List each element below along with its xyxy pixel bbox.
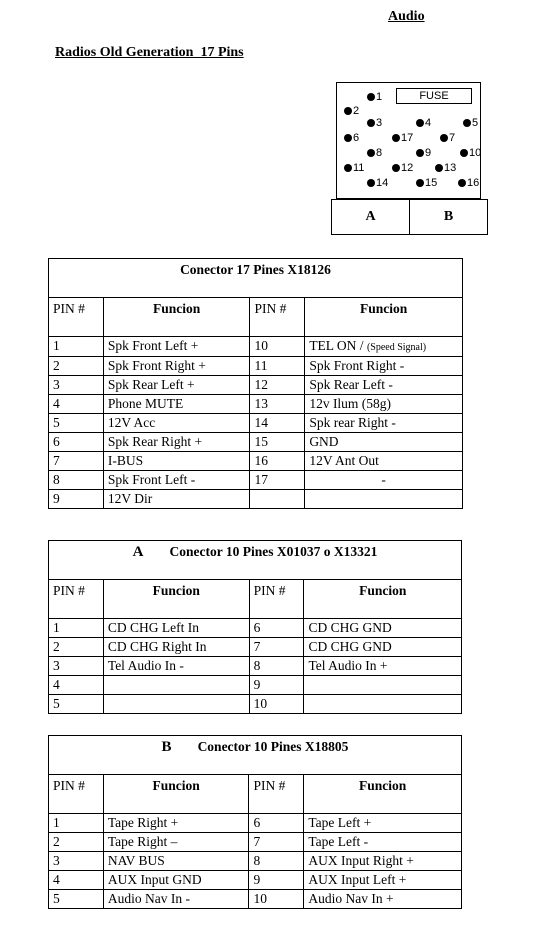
table-row <box>49 490 463 509</box>
function-cell <box>304 890 462 909</box>
connector-pin <box>367 117 382 129</box>
pin-number: 1 <box>376 91 383 103</box>
table-letter: B <box>161 739 172 755</box>
cell-text: NAV BUS <box>107 853 165 868</box>
function-cell <box>103 657 249 676</box>
pin-cell <box>249 657 304 676</box>
cell-text: GND <box>309 434 339 449</box>
cell-text: 4 <box>53 872 60 887</box>
connector-pin <box>435 162 456 174</box>
connector-17-table <box>48 258 463 509</box>
function-cell <box>103 337 250 357</box>
pin-dot-icon <box>463 119 471 127</box>
table-row <box>49 337 463 357</box>
pin-number: 14 <box>376 177 389 189</box>
pin-dot-icon <box>367 149 375 157</box>
pin-number: 7 <box>449 132 456 144</box>
function-cell <box>305 395 463 414</box>
cell-text: Audio Nav In + <box>308 891 394 906</box>
cell-text: 13 <box>254 396 268 411</box>
pin-cell <box>249 814 304 833</box>
connector-b-table <box>48 735 462 909</box>
cell-text: 1 <box>53 338 60 353</box>
cell-text: 11 <box>254 358 268 373</box>
cell-text: 7 <box>53 453 60 468</box>
connector-pin <box>367 147 382 159</box>
pin-dot-icon <box>367 119 375 127</box>
connector-pin <box>460 147 481 159</box>
col-header-pin: PIN # <box>249 775 304 814</box>
function-cell <box>103 433 250 452</box>
col-header-func: Funcion <box>304 580 462 619</box>
pin-dot-icon <box>367 93 375 101</box>
cell-text: 3 <box>53 377 60 392</box>
cell-text: 8 <box>253 853 261 868</box>
table-title-text: Conector 10 Pines X01037 o X13321 <box>169 544 378 559</box>
function-cell <box>304 833 462 852</box>
cell-text: 10 <box>253 696 268 711</box>
pin-number: 4 <box>425 117 432 129</box>
pin-cell <box>249 833 304 852</box>
pin-cell <box>249 695 304 714</box>
cell-text: 1 <box>53 815 60 830</box>
cell-text: CD CHG GND <box>308 620 392 635</box>
connector-a-table <box>48 540 462 714</box>
cell-text: Spk Front Right - <box>309 358 405 373</box>
pin-number: 11 <box>353 162 365 174</box>
pin-dot-icon <box>460 149 468 157</box>
cell-text: 16 <box>254 453 268 468</box>
cell-text: 3 <box>53 853 60 868</box>
pin-cell <box>49 395 104 414</box>
connector-pin <box>416 177 437 189</box>
pin-cell <box>49 376 104 395</box>
cell-text: 15 <box>254 434 268 449</box>
function-cell <box>304 814 462 833</box>
col-header-func: Funcion <box>103 580 249 619</box>
col-header-pin: PIN # <box>49 580 104 619</box>
cell-text: - <box>381 472 386 487</box>
cell-text: 9 <box>253 872 261 887</box>
table-row <box>49 695 462 714</box>
pin-cell <box>250 357 305 376</box>
function-cell <box>103 414 250 433</box>
cell-text: 5 <box>53 891 60 906</box>
function-cell <box>103 376 250 395</box>
function-cell <box>305 414 463 433</box>
col-header-pin: PIN # <box>250 298 305 337</box>
table-title <box>49 736 462 775</box>
function-cell <box>103 890 249 909</box>
cell-text: Spk rear Right - <box>309 415 396 430</box>
pin-cell <box>249 852 304 871</box>
pin-number: 10 <box>469 147 482 159</box>
table-title-text: Conector 10 Pines X18805 <box>197 739 349 754</box>
table-row <box>49 414 463 433</box>
pin-number: 13 <box>444 162 457 174</box>
cell-text: Tape Right – <box>107 834 178 849</box>
pin-number: 16 <box>467 177 480 189</box>
function-cell <box>103 619 249 638</box>
cell-text: 6 <box>253 620 261 635</box>
pin-cell <box>250 376 305 395</box>
cell-text: Spk Front Right + <box>107 358 206 373</box>
function-cell <box>103 638 249 657</box>
cell-text: AUX Input Left + <box>308 872 407 887</box>
connector-pin <box>463 117 478 129</box>
cell-text: Spk Rear Left + <box>107 377 195 392</box>
function-cell <box>103 395 250 414</box>
pin-cell <box>49 490 104 509</box>
function-cell <box>103 676 249 695</box>
page-title-audio: Audio <box>388 9 425 24</box>
pin-dot-icon <box>344 164 352 172</box>
table-row <box>49 433 463 452</box>
connector-b-label: B <box>409 200 487 234</box>
pin-cell <box>49 452 104 471</box>
table-body <box>49 337 463 509</box>
function-cell <box>103 490 250 509</box>
pin-cell <box>250 433 305 452</box>
pin-dot-icon <box>458 179 466 187</box>
col-header-func: Funcion <box>103 775 249 814</box>
pin-number: 5 <box>472 117 479 129</box>
cell-text: Spk Rear Right + <box>107 434 203 449</box>
cell-text: 4 <box>53 396 60 411</box>
function-cell <box>304 871 462 890</box>
cell-text: 12V Ant Out <box>309 453 379 468</box>
pin-dot-icon <box>416 179 424 187</box>
cell-text: I-BUS <box>107 453 144 468</box>
cell-text: 9 <box>253 677 261 692</box>
table-row <box>49 814 462 833</box>
connector-pin <box>367 177 388 189</box>
connector-pin <box>416 117 431 129</box>
pin-cell <box>250 471 305 490</box>
cell-text: Tape Right + <box>107 815 179 830</box>
cell-text: 10 <box>253 891 267 906</box>
col-header-pin: PIN # <box>49 775 104 814</box>
cell-text: 7 <box>253 834 261 849</box>
pin-number: 8 <box>376 147 383 159</box>
pin-cell <box>250 395 305 414</box>
cell-text: CD CHG GND <box>308 639 392 654</box>
function-cell <box>304 619 462 638</box>
cell-text: 17 <box>254 472 268 487</box>
function-cell <box>103 471 250 490</box>
pin-dot-icon <box>416 149 424 157</box>
pin-dot-icon <box>392 134 400 142</box>
cell-text: AUX Input Right + <box>308 853 414 868</box>
table-row <box>49 852 462 871</box>
function-cell <box>103 695 249 714</box>
connector-ab-block <box>331 199 488 235</box>
pin-cell <box>249 871 304 890</box>
function-cell <box>304 695 462 714</box>
table-body <box>49 814 462 909</box>
cell-text: 8 <box>253 658 261 673</box>
cell-text: 4 <box>53 677 60 692</box>
pin-cell <box>49 433 104 452</box>
table-row <box>49 676 462 695</box>
table-row <box>49 452 463 471</box>
pin-cell <box>49 890 104 909</box>
pin-cell <box>249 676 304 695</box>
pin-number: 17 <box>401 132 414 144</box>
pin-cell <box>49 676 104 695</box>
connector-pin <box>367 91 382 103</box>
pin-number: 3 <box>376 117 383 129</box>
pin-cell <box>249 890 304 909</box>
cell-text: 14 <box>254 415 268 430</box>
cell-text: 2 <box>53 834 60 849</box>
cell-text: 12 <box>254 377 268 392</box>
pin-cell <box>249 619 304 638</box>
cell-text: Tape Left + <box>308 815 372 830</box>
table-row <box>49 890 462 909</box>
cell-text: 6 <box>253 815 261 830</box>
cell-text: AUX Input GND <box>107 872 202 887</box>
table-row <box>49 471 463 490</box>
col-header-func: Funcion <box>304 775 462 814</box>
pin-cell <box>250 414 305 433</box>
pin-cell <box>250 452 305 471</box>
cell-text: 5 <box>53 415 60 430</box>
pin-number: 2 <box>353 105 360 117</box>
pin-cell <box>49 638 104 657</box>
cell-text: Tel Audio In - <box>107 658 184 673</box>
cell-text: 12V Dir <box>107 491 153 506</box>
pin-cell <box>49 471 104 490</box>
function-cell <box>305 357 463 376</box>
function-cell <box>304 852 462 871</box>
function-cell <box>103 833 249 852</box>
pin-cell <box>250 337 305 357</box>
function-cell <box>305 337 463 357</box>
table-title <box>49 541 462 580</box>
function-cell <box>103 871 249 890</box>
table-row <box>49 638 462 657</box>
table-row <box>49 357 463 376</box>
cell-text: Spk Front Left + <box>107 338 199 353</box>
function-cell <box>305 452 463 471</box>
connector-diagram <box>336 82 481 199</box>
table-row <box>49 833 462 852</box>
connector-pin <box>458 177 479 189</box>
pin-dot-icon <box>344 134 352 142</box>
fuse-label: FUSE <box>396 88 472 104</box>
pin-cell <box>49 337 104 357</box>
table-row <box>49 395 463 414</box>
connector-pin <box>392 162 413 174</box>
function-cell <box>304 676 462 695</box>
col-header-pin: PIN # <box>249 580 304 619</box>
connector-pin <box>440 132 455 144</box>
table-title: Conector 17 Pines X18126 <box>49 259 463 298</box>
table-body <box>49 619 462 714</box>
cell-text: TEL ON / <box>309 338 367 353</box>
pin-cell <box>49 414 104 433</box>
cell-text: 2 <box>53 639 60 654</box>
cell-text: 2 <box>53 358 60 373</box>
connector-pin <box>392 132 413 144</box>
cell-text: 9 <box>53 491 60 506</box>
table-row <box>49 619 462 638</box>
pin-dot-icon <box>435 164 443 172</box>
cell-text: 8 <box>53 472 60 487</box>
table-row <box>49 871 462 890</box>
pin-cell <box>49 619 104 638</box>
cell-text: 5 <box>53 696 60 711</box>
table-letter: A <box>132 544 144 560</box>
pin-number: 9 <box>425 147 432 159</box>
cell-text: 3 <box>53 658 60 673</box>
connector-pin <box>416 147 431 159</box>
col-header-func: Funcion <box>305 298 463 337</box>
function-cell <box>305 471 463 490</box>
pin-cell <box>250 490 305 509</box>
cell-text: CD CHG Right In <box>107 639 207 654</box>
pin-cell <box>49 871 104 890</box>
table-row <box>49 657 462 676</box>
cell-text: Tape Left - <box>308 834 369 849</box>
table-row <box>49 376 463 395</box>
pin-cell <box>49 814 104 833</box>
pin-number: 15 <box>425 177 438 189</box>
function-cell <box>103 452 250 471</box>
pin-dot-icon <box>344 107 352 115</box>
function-cell <box>103 814 249 833</box>
pin-number: 12 <box>401 162 414 174</box>
cell-text: 7 <box>253 639 261 654</box>
pin-cell <box>49 657 104 676</box>
connector-a-label: A <box>365 209 376 224</box>
function-cell <box>305 433 463 452</box>
pin-cell <box>49 695 104 714</box>
pin-cell <box>49 833 104 852</box>
pin-dot-icon <box>416 119 424 127</box>
pin-dot-icon <box>392 164 400 172</box>
cell-text: 10 <box>254 338 268 353</box>
pin-cell <box>49 852 104 871</box>
cell-text: Tel Audio In + <box>308 658 388 673</box>
col-header-func: Funcion <box>103 298 250 337</box>
pin-dot-icon <box>367 179 375 187</box>
cell-text: Audio Nav In - <box>107 891 190 906</box>
cell-text: Phone MUTE <box>107 396 184 411</box>
function-cell <box>305 490 463 509</box>
connector-pin <box>344 132 359 144</box>
cell-note: (Speed Signal) <box>366 342 427 353</box>
pin-cell <box>49 357 104 376</box>
cell-text: 12v Ilum (58g) <box>309 396 392 411</box>
cell-text: Spk Rear Left - <box>309 377 393 392</box>
cell-text: Spk Front Left - <box>107 472 196 487</box>
pin-cell <box>249 638 304 657</box>
function-cell <box>103 852 249 871</box>
connector-pin <box>344 162 364 174</box>
pin-number: 6 <box>353 132 360 144</box>
cell-text: 6 <box>53 434 60 449</box>
function-cell <box>103 357 250 376</box>
cell-text: CD CHG Left In <box>107 620 200 635</box>
function-cell <box>304 657 462 676</box>
cell-text: 1 <box>53 620 60 635</box>
section-title: Radios Old Generation 17 Pins <box>55 45 244 60</box>
col-header-pin: PIN # <box>49 298 104 337</box>
connector-pin <box>344 105 359 117</box>
function-cell <box>304 638 462 657</box>
function-cell <box>305 376 463 395</box>
cell-text: 12V Acc <box>107 415 156 430</box>
pin-dot-icon <box>440 134 448 142</box>
